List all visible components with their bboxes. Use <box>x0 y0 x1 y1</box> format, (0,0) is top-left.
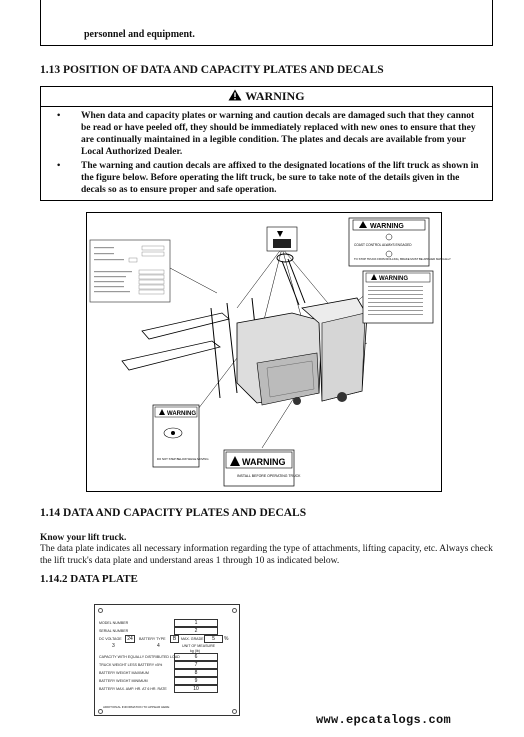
field-7: 7 <box>174 661 218 669</box>
capacity-label: CAPACITY WITH EQUALLY DISTRIBUTED LOAD <box>99 655 180 659</box>
rivet-icon <box>232 608 237 613</box>
field-1: 1 <box>174 619 218 627</box>
watermark: www.epcatalogs.com <box>316 713 452 727</box>
field-5: 5 <box>204 635 223 643</box>
data-plate <box>94 604 240 716</box>
max-grade-label: MAX. GRADE <box>181 637 204 641</box>
section-1-14-subhead: Know your lift truck. <box>40 533 127 543</box>
install-text: INSTALL BEFORE OPERATING TRUCK <box>237 474 301 478</box>
lift-decal-text: DO NOT STEP BELOW WHILE MOVING <box>157 457 209 461</box>
battery-type-box: B <box>170 635 179 643</box>
unit-of-measure-label: UNIT OF MEASURE <box>182 644 216 648</box>
section-1-14-body: The data plate indicates all necessary information regarding the type of attachments, lifting capacity, etc. Always check the lift truck's data plate and understand areas 1 through 10 as indicated below. <box>40 544 493 566</box>
rivet-icon <box>232 709 237 714</box>
warning-label: WARNING <box>245 89 305 103</box>
left-decal-warning: WARNING <box>167 411 196 417</box>
battery-type-label: BATTERY TYPE <box>139 637 166 641</box>
unit-value: kg (lb) <box>190 649 200 653</box>
battery-min-label: BATTERY WEIGHT MINIMUM <box>99 679 148 683</box>
section-1-13-title: 1.13 POSITION OF DATA AND CAPACITY PLATES AND DECALS <box>40 64 384 76</box>
stop-truck-text: TO STOP TRUCK FROM ROLLING, BRAKE MUST BE APPLIED MANUALLY <box>354 257 451 261</box>
plate-footer: ADDITIONAL INFORMATION TO APPEAR HERE <box>103 705 170 709</box>
section-1-14-title: 1.14 DATA AND CAPACITY PLATES AND DECALS <box>40 507 307 519</box>
voltage-box: 24 <box>125 635 135 643</box>
section-1-14-2-title: 1.14.2 DATA PLATE <box>40 573 138 585</box>
warning-bullet-text: When data and capacity plates or warning and caution decals are damaged such that they cannot be read or have peeled off, they should be immediately replaced with new ones to ensure that they are continually maintained in a legible condition. The plates and decals are available from your Local Authorized Dealer. <box>81 111 476 157</box>
rivet-icon <box>98 608 103 613</box>
field-6: 6 <box>174 653 218 661</box>
list-decal-warning: WARNING <box>379 276 408 282</box>
battery-max-label: BATTERY WEIGHT MAXIMUM <box>99 671 149 675</box>
serial-number-label: SERIAL NUMBER <box>99 629 129 633</box>
coast-control-text: COAST CONTROL ALWAYS ENGAGED <box>354 243 412 247</box>
field-8: 8 <box>174 669 218 677</box>
rivet-icon <box>98 709 103 714</box>
lift-truck-figure <box>86 212 451 492</box>
warning-bullet-text: The warning and caution decals are affixed to the designated locations of the lift truck as shown in the figure below. Before operating the lift truck, be sure to take note of the details given in the decals so as to ensure proper and safe operation. <box>81 161 479 195</box>
previous-section-text: personnel and equipment. <box>84 29 195 40</box>
field-3: 3 <box>112 643 115 649</box>
field-10: 10 <box>174 685 218 693</box>
dc-voltage-label: DC VOLTAGE <box>99 637 122 641</box>
warning-box: WARNING • When data and capacity plates or warning and caution decals are damaged such that they cannot be read or have peeled off, they should be immediately replaced with new ones to ensure that they are continually maintained in a legible condition. The plates and decals are available from your Local Authorized Dealer. • The warning and caution decals are affixed to the designated locations of the lift truck as shown in the figure below. Before operating the lift truck, be sure to take note of the details given in the decals so as to ensure proper and safe operation. <box>40 86 493 201</box>
warning-triangle-icon <box>228 88 242 107</box>
model-number-label: MODEL NUMBER <box>99 621 129 625</box>
battery-amp-label: BATTERY MAX. AMP. HR. AT 6 HR. RATE <box>99 687 167 691</box>
percent-sign: % <box>224 636 229 642</box>
truck-weight-label: TRUCK WEIGHT LESS BATTERY ±5% <box>99 663 163 667</box>
field-9: 9 <box>174 677 218 685</box>
center-decal-warning: WARNING <box>242 457 286 467</box>
lift-truck-illustration <box>87 213 451 491</box>
right-decal-warning: WARNING <box>370 223 404 230</box>
warning-header <box>41 87 492 107</box>
field-2: 2 <box>174 627 218 635</box>
field-4: 4 <box>157 643 160 649</box>
